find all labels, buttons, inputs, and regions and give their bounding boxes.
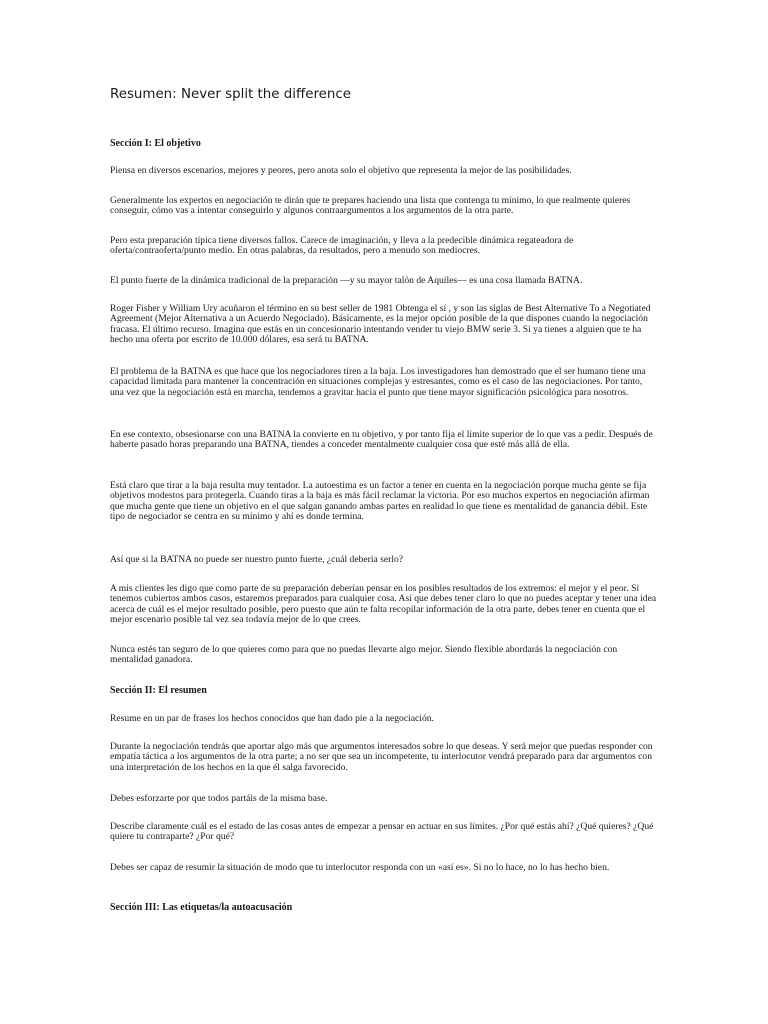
- section-heading: Sección III: Las etiquetas/la autoacusación: [110, 902, 293, 913]
- section-heading: Sección I: El objetivo: [110, 138, 201, 149]
- document-title: Resumen: Never split the difference: [110, 87, 351, 102]
- paragraph: Pero esta preparación típica tiene diversos fallos. Carece de imaginación, y lleva a la predecible dinámica regateadora de oferta/contraoferta/punto medio. En otras palabras, da resultados, pero a menudo son mediocres.: [110, 235, 574, 257]
- paragraph: Describe claramente cuál es el estado de las cosas antes de empezar a pensar en actuar en sus límites. ¿Por qué estás ahí? ¿Qué quieres? ¿Qué quiere tu contraparte? ¿Por qué?: [110, 821, 654, 843]
- paragraph: Durante la negociación tendrás que aportar algo más que argumentos interesados sobre lo que deseas. Y será mejor que puedas responder con empatía táctica a los argumentos de la otra parte; a no ser que sea un incompetente, tu interlocutor vendrá preparado para dar argumentos con una interpretación de los hechos en la que él salga favorecido.: [110, 741, 653, 773]
- paragraph: A mis clientes les digo que como parte de su preparación deberían pensar en los posibles resultados de los extremos: el mejor y el peor. Si tenemos cubiertos ambos casos, estaremos preparados para cualquier cosa. Así que debes tener claro lo que no puedes aceptar y tener una idea acerca de cuál es el mejor resultado posible, pero puesto que aún te falta recopilar información de la otra parte, debes tener en cuenta que el mejor escenario posible tal vez sea todavía mejor de lo que crees.: [110, 583, 657, 626]
- paragraph: Nunca estés tan seguro de lo que quieres como para que no puedas llevarte algo mejor. Siendo flexible abordarás la negociación con mentalidad ganadora.: [110, 644, 618, 666]
- paragraph: Así que si la BATNA no puede ser nuestro punto fuerte, ¿cuál debería serlo?: [110, 554, 404, 565]
- paragraph: Generalmente los expertos en negociación te dirán que te prepares haciendo una lista que contenga tu mínimo, lo que realmente quieres conseguir, cómo vas a intentar conseguirlo y algunos contraargumentos a los argumentos de la otra parte.: [110, 195, 631, 217]
- paragraph: El punto fuerte de la dinámica tradicional de la preparación —y su mayor talón de Aquiles— es una cosa llamada BATNA.: [110, 275, 583, 286]
- paragraph: Debes ser capaz de resumir la situación de modo que tu interlocutor responda con un «así es». Si no lo hace, no lo has hecho bien.: [110, 862, 610, 873]
- paragraph: Roger Fisher y William Ury acuñaron el término en su best seller de 1981 Obtenga el sí , y son las siglas de Best Alternative To a Negotiated Agreement (Mejor Alternativa a un Acuerdo Negociado). Básicamente, es la mejor opción posible de la que dispones cuando la negociación fracasa. El último recurso. Imagina que estás en un concesionario intentando vender tu viejo BMW serie 3. Si ya tienes a alguien que te ha hecho una oferta por escrito de 10.000 dólares, esa será tu BATNA.: [110, 303, 651, 346]
- section-heading: Sección II: El resumen: [110, 685, 207, 696]
- paragraph: El problema de la BATNA es que hace que los negociadores tiren a la baja. Los investigadores han demostrado que el ser humano tiene una capacidad limitada para mantener la concentración en situaciones complejas y estresantes, como es el caso de las negociaciones. Por tanto, una vez que la negociación está en marcha, tendemos a gravitar hacia el punto que tiene mayor significación psicológica para nosotros.: [110, 366, 646, 398]
- paragraph: En ese contexto, obsesionarse con una BATNA la convierte en tu objetivo, y por tanto fija el límite superior de lo que vas a pedir. Después de haberte pasado horas preparando una BATNA, tiendes a conceder mentalmente cualquier cosa que esté más allá de ella.: [110, 429, 653, 451]
- paragraph: Piensa en diversos escenarios, mejores y peores, pero anota solo el objetivo que representa la mejor de las posibilidades.: [110, 165, 572, 176]
- paragraph: Debes esforzarte por que todos partáis de la misma base.: [110, 793, 328, 804]
- paragraph: Resume en un par de frases los hechos conocidos que han dado pie a la negociación.: [110, 713, 434, 724]
- paragraph: Está claro que tirar a la baja resulta muy tentador. La autoestima es un factor a tener en cuenta en la negociación porque mucha gente se fija objetivos modestos para protegerla. Cuando tiras a la baja es más fácil reclamar la victoria. Por eso muchos expertos en negociación afirman que mucha gente que tiene un objetivo en el que salgan ganando ambas partes en realidad lo que tiene es mentalidad de ganancia débil. Este tipo de negociador se centra en su mínimo y ahí es donde termina.: [110, 480, 650, 523]
